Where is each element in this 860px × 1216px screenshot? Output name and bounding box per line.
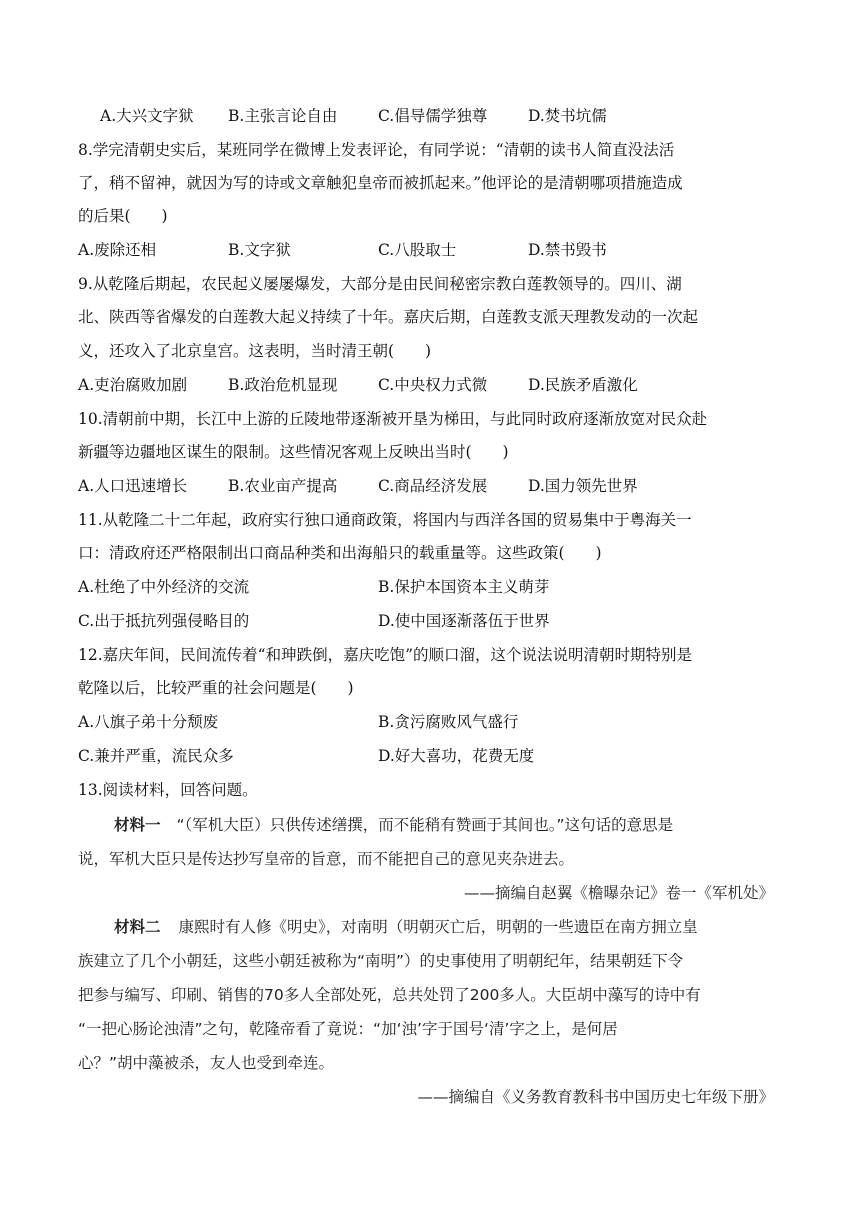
q9-option-c: C.中央权力式微 bbox=[378, 376, 488, 394]
q8-option-c: C.八股取士 bbox=[378, 241, 457, 259]
q13-stem: 13.阅读材料，回答问题。 bbox=[78, 781, 258, 799]
material2-label: 材料二 bbox=[114, 918, 161, 936]
q11-option-d: D.使中国逐渐落伍于世界 bbox=[378, 612, 550, 630]
q8-option-a: A.废除还相 bbox=[78, 241, 157, 259]
q9-option-b: B.政治危机显现 bbox=[228, 376, 338, 394]
q12-option-b: B.贪污腐败风气盛行 bbox=[378, 713, 519, 731]
q10-option-b: B.农业亩产提高 bbox=[228, 477, 338, 495]
q8-option-b: B.文字狱 bbox=[228, 241, 291, 259]
q8-stem-line: 8.学完清朝史实后，某班同学在微博上发表评论，有同学说：“清朝的读书人简直没法活 bbox=[78, 141, 675, 159]
q9-stem-line: 北、陕西等省爆发的白莲教大起义持续了十年。嘉庆后期，白莲教支派天理教发动的一次起 bbox=[78, 308, 699, 326]
q10-option-a: A.人口迅速增长 bbox=[78, 477, 188, 495]
q10-stem-line: 10.清朝前中期，长江中上游的丘陵地带逐渐被开垦为梯田，与此同时政府逐渐放宽对民众赴 bbox=[78, 410, 708, 428]
q11-option-a: A.杜绝了中外经济的交流 bbox=[78, 578, 250, 596]
q9-option-a: A.吏治腐败加剧 bbox=[78, 376, 188, 394]
q8-option-d: D.禁书毁书 bbox=[528, 241, 607, 259]
material2-line bbox=[114, 917, 698, 937]
q10-option-c: C.商品经济发展 bbox=[378, 477, 488, 495]
q12-stem-line: 12.嘉庆年间，民间流传着“和珅跌倒，嘉庆吃饱”的顺口溜，这个说法说明清朝时期特别是 bbox=[78, 646, 693, 664]
material2-line: “一把心肠论浊清”之句，乾隆帝看了竟说：“加‘浊’字于国号‘清’字之上，是何居 bbox=[78, 1020, 618, 1038]
q7-option-a: A.大兴文字狱 bbox=[100, 107, 194, 125]
material2-text: 康熙时有人修《明史》，对南明（明朝灭亡后，明朝的一些遗臣在南方拥立皇 bbox=[178, 918, 698, 936]
q8-stem-line: 了，稍不留神，就因为写的诗或文章触犯皇帝而被抓起来。”他评论的是清朝哪项措施造成 bbox=[78, 174, 683, 192]
q12-stem-line: 乾隆以后，比较严重的社会问题是( ) bbox=[78, 679, 354, 697]
q11-option-b: B.保护本国资本主义萌芽 bbox=[378, 578, 550, 596]
q9-stem-line: 9.从乾隆后期起，农民起义屡屡爆发，大部分是由民间秘密宗教白莲教领导的。四川、湖 bbox=[78, 275, 682, 293]
material1-line: 说，军机大臣只是传达抄写皇帝的旨意，而不能把自己的意见夹杂进去。 bbox=[78, 850, 575, 868]
q9-stem-line: 义，还攻入了北京皇宫。这表明，当时清王朝( ) bbox=[78, 342, 432, 360]
material1-label: 材料一 bbox=[114, 816, 161, 834]
q7-option-d: D.焚书坑儒 bbox=[528, 107, 607, 125]
material2-line: 族建立了几个小朝廷，这些小朝廷被称为“南明”）的史事使用了明朝纪年，结果朝廷下令 bbox=[78, 952, 684, 970]
q12-option-a: A.八旗子弟十分颓废 bbox=[78, 713, 219, 731]
q12-option-c: C.兼并严重，流民众多 bbox=[78, 747, 234, 765]
material1-source: ——摘编自赵翼《檐曝杂记》卷一《军机处》 bbox=[463, 884, 774, 902]
q11-option-c: C.出于抵抗列强侵略目的 bbox=[78, 612, 250, 630]
q10-option-d: D.国力领先世界 bbox=[528, 477, 638, 495]
material2-line: 心？”胡中藻被杀，友人也受到牵连。 bbox=[78, 1054, 335, 1072]
material1-line bbox=[114, 815, 673, 835]
material2-source: ——摘编自《义务教育教科书中国历史七年级下册》 bbox=[417, 1088, 774, 1106]
q11-stem-line: 口：清政府还严格限制出口商品种类和出海船只的载重量等。这些政策( ) bbox=[78, 544, 602, 562]
q9-option-d: D.民族矛盾激化 bbox=[528, 376, 638, 394]
q11-stem-line: 11.从乾隆二十二年起，政府实行独口通商政策，将国内与西洋各国的贸易集中于粤海关一 bbox=[78, 511, 692, 529]
q10-stem-line: 新疆等边疆地区谋生的限制。这些情况客观上反映出当时( ) bbox=[78, 443, 509, 461]
q7-option-c: C.倡导儒学独尊 bbox=[378, 107, 488, 125]
material2-line: 把参与编写、印刷、销售的70多人全部处死，总共处罚了200多人。大臣胡中藻写的诗中有 bbox=[78, 986, 701, 1004]
q8-stem-line: 的后果( ) bbox=[78, 207, 168, 225]
q12-option-d: D.好大喜功，花费无度 bbox=[378, 747, 535, 765]
q7-option-b: B.主张言论自由 bbox=[228, 107, 338, 125]
material1-text: “（军机大臣）只供传述缮撰，而不能稍有赞画于其间也。”这句话的意思是 bbox=[176, 816, 674, 834]
